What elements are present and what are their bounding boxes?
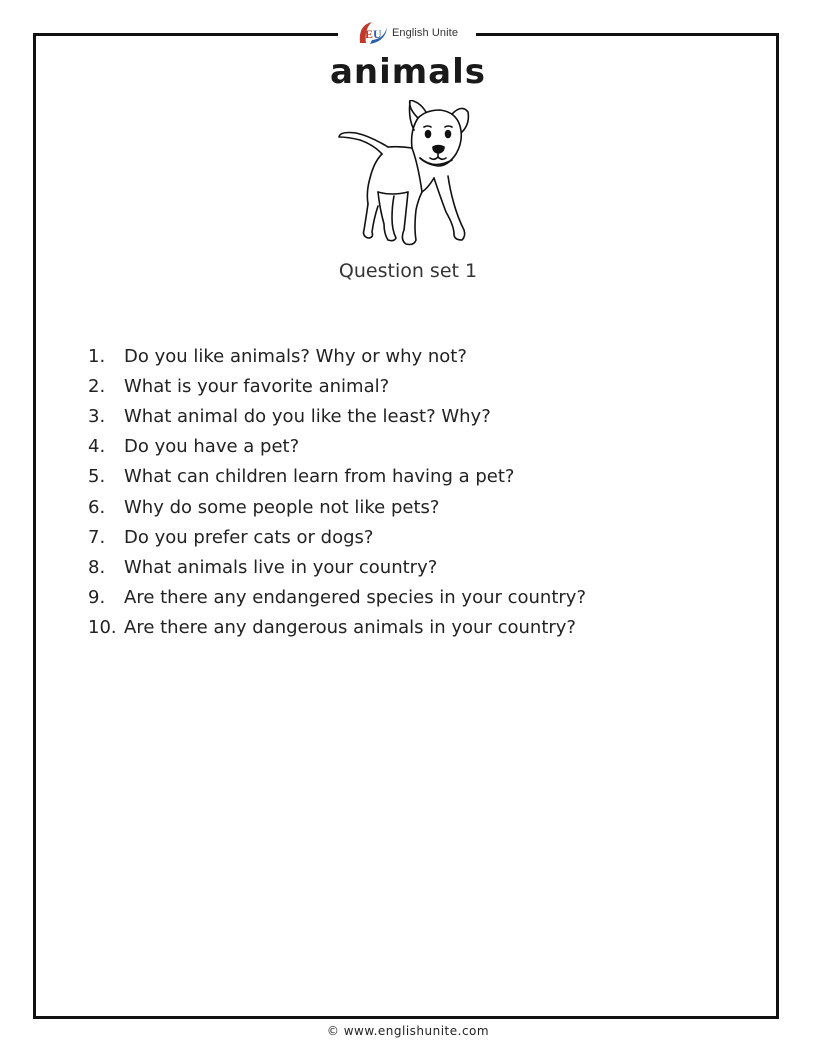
question-item [88,583,586,613]
question-number: 7. [88,526,106,548]
question-text: Do you like animals? Why or why not? [124,345,467,367]
question-item [88,492,586,522]
question-text: What is your favorite animal? [124,375,390,397]
question-number: 9. [88,587,106,609]
question-number: 1. [88,345,106,367]
question-item [88,432,586,462]
question-number: 8. [88,556,106,578]
question-item [88,341,586,371]
question-text: What animals live in your country? [124,556,438,578]
question-item [88,401,586,431]
page-title: animals [329,52,487,92]
question-number: 6. [88,496,106,518]
dog-illustration-icon [330,100,470,252]
question-set-label: Question set 1 [338,260,478,282]
question-item [88,462,586,492]
question-text: Are there any dangerous animals in your country? [124,617,576,639]
logo-text: English Unite [391,27,459,39]
question-number: 3. [88,405,106,427]
question-item [88,552,586,582]
question-number: 2. [88,375,106,397]
footer-copyright: © www.englishunite.com [326,1024,490,1038]
question-text: Do you have a pet? [124,436,300,458]
question-text: Do you prefer cats or dogs? [124,526,374,548]
question-text: What animal do you like the least? Why? [124,405,491,427]
question-number: 10. [88,617,117,639]
question-item [88,613,586,643]
svg-text:U: U [372,27,382,41]
question-text: Why do some people not like pets? [124,496,440,518]
english-unite-logo-icon [356,19,390,47]
question-text: Are there any endangered species in your country? [124,587,587,609]
svg-text:E: E [364,27,373,41]
question-item [88,371,586,401]
question-text: What can children learn from having a pet? [124,466,515,488]
question-number: 4. [88,436,106,458]
question-list [88,341,586,643]
question-number: 5. [88,466,106,488]
logo [338,16,476,50]
question-item [88,522,586,552]
